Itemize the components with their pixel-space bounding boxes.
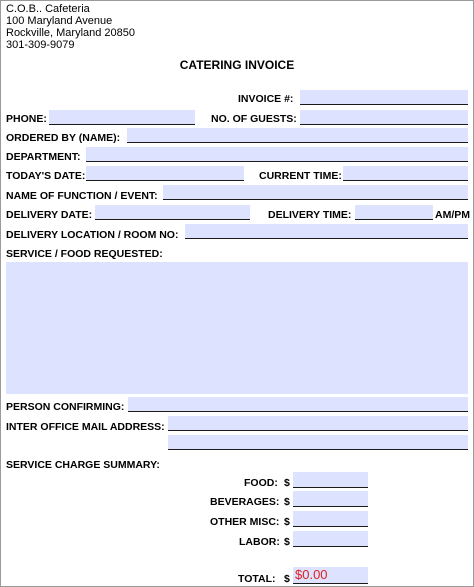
beverages-label: BEVERAGES: [210, 496, 280, 508]
guests-field[interactable] [300, 110, 468, 125]
ordered-by-field[interactable] [127, 128, 468, 143]
service-food-textarea[interactable] [6, 262, 468, 394]
labor-currency: $ [284, 536, 290, 548]
person-confirming-label: PERSON CONFIRMING: [6, 401, 125, 413]
delivery-location-field[interactable] [185, 224, 468, 239]
company-address-line1: 100 Maryland Avenue [6, 15, 113, 27]
delivery-date-label: DELIVERY DATE: [6, 209, 93, 221]
function-event-field[interactable] [163, 185, 468, 200]
phone-field[interactable] [49, 110, 195, 125]
inter-office-field-1[interactable] [168, 416, 468, 431]
person-confirming-field[interactable] [128, 397, 468, 412]
invoice-number-field[interactable] [300, 90, 468, 105]
ampm-label: AM/PM [435, 209, 470, 221]
current-time-label: CURRENT TIME: [259, 170, 342, 182]
phone-label: PHONE: [6, 113, 47, 125]
delivery-location-label: DELIVERY LOCATION / ROOM NO: [6, 229, 179, 241]
food-label: FOOD: [244, 477, 278, 489]
total-currency: $ [284, 573, 290, 585]
charge-summary-label: SERVICE CHARGE SUMMARY: [6, 459, 160, 471]
ordered-by-label: ORDERED BY (NAME): [6, 132, 121, 144]
food-amount-field[interactable] [293, 472, 368, 488]
inter-office-field-2[interactable] [168, 435, 468, 450]
labor-amount-field[interactable] [293, 531, 368, 547]
other-misc-label: OTHER MISC: [210, 516, 280, 528]
todays-date-field[interactable] [86, 166, 244, 181]
department-label: DEPARTMENT: [6, 151, 81, 163]
delivery-date-field[interactable] [95, 205, 250, 220]
total-amount-value: $0.00 [295, 567, 328, 582]
invoice-number-label: INVOICE #: [238, 93, 294, 105]
service-food-label: SERVICE / FOOD REQUESTED: [6, 248, 163, 260]
other-misc-currency: $ [284, 516, 290, 528]
todays-date-label: TODAY'S DATE: [6, 170, 86, 182]
other-misc-amount-field[interactable] [293, 511, 368, 527]
beverages-amount-field[interactable] [293, 491, 368, 507]
company-phone: 301-309-9079 [6, 39, 75, 51]
company-name: C.O.B.. Cafeteria [6, 3, 90, 15]
guests-label: NO. OF GUESTS: [211, 113, 297, 125]
current-time-field[interactable] [343, 166, 468, 181]
function-event-label: NAME OF FUNCTION / EVENT: [6, 190, 158, 202]
inter-office-label: INTER OFFICE MAIL ADDRESS: [6, 421, 165, 433]
total-label: TOTAL: [238, 573, 276, 585]
food-currency: $ [284, 477, 290, 489]
delivery-time-field[interactable] [355, 205, 433, 220]
beverages-currency: $ [284, 496, 290, 508]
labor-label: LABOR: [239, 536, 280, 548]
company-address-line2: Rockville, Maryland 20850 [6, 27, 136, 39]
invoice-title: CATERING INVOICE [179, 58, 295, 72]
delivery-time-label: DELIVERY TIME: [268, 209, 352, 221]
department-field[interactable] [86, 147, 468, 162]
